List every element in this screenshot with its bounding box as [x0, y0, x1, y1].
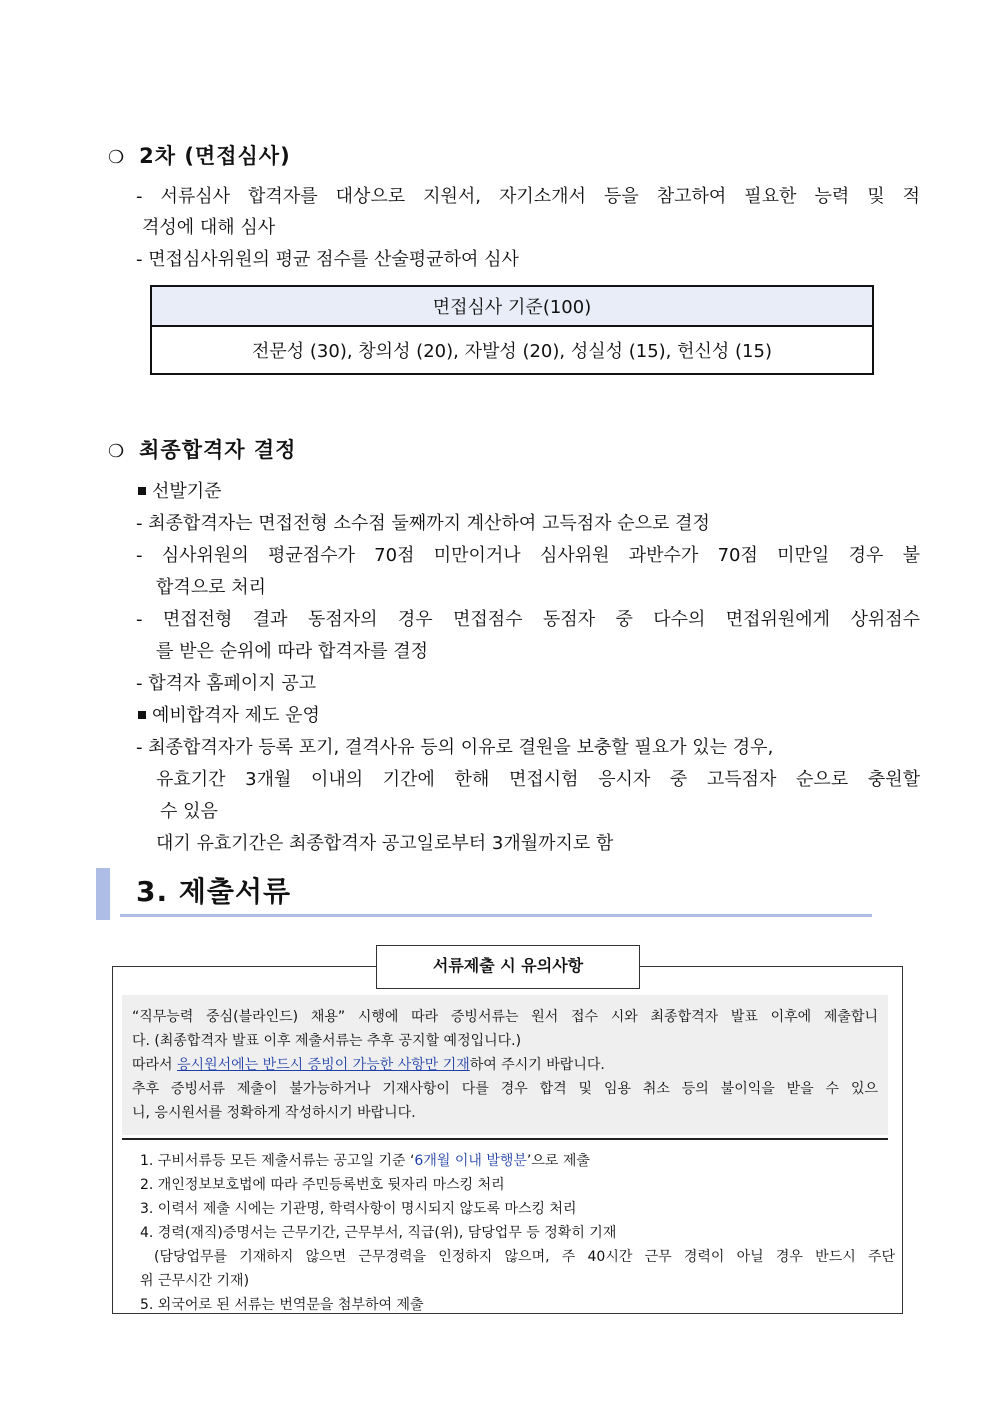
final-line-10: 대기 유효기간은 최종합격자 공고일로부터 3개월까지로 함: [156, 833, 614, 854]
interview-line-3: - 면접심사위원의 평균 점수를 산술평균하여 심사: [136, 249, 519, 270]
list-item: 3. 이력서 제출 시에는 기관명, 학력사항이 명시되지 않도록 마스킹 처리: [140, 1201, 577, 1217]
final-line-4: - 면접전형 결과 동점자의 경우 면접점수 동점자 중 다수의 면접위원에게 상위점수: [136, 609, 920, 630]
final-line-3: 합격으로 처리: [156, 577, 267, 598]
section-accent-bar: [96, 868, 110, 920]
final-line-9: 수 있음: [160, 801, 218, 822]
notice-line-5: 니, 응시원서를 정확하게 작성하시기 바랍니다.: [132, 1105, 416, 1121]
list-item: [140, 1149, 895, 1173]
final-line-1: - 최종합격자는 면접전형 소수점 둘째까지 계산하여 고득점자 순으로 결정: [136, 513, 710, 534]
list-item: 2. 개인정보보호법에 따라 주민등록번호 뒷자리 마스킹 처리: [140, 1177, 505, 1193]
notice-line-2: 다. (최종합격자 발표 이후 제출서류는 추후 공지할 예정입니다.): [132, 1033, 522, 1049]
interview-heading: [108, 140, 291, 170]
criteria-body: 전문성 (30), 창의성 (20), 자발성 (20), 성실성 (15), 헌신성 (15): [151, 326, 873, 374]
notice-line-1: “직무능력 중심(블라인드) 채용” 시행에 따라 증빙서류는 원서 접수 시와 최종합격자 발표 이후에 제출합니: [132, 1009, 878, 1025]
square-bullet-icon: [138, 711, 146, 719]
notice-line-4: 추후 증빙서류 제출이 불가능하거나 기재사항이 다를 경우 합격 및 임용 취소 등의 불이익을 받을 수 있으: [132, 1081, 878, 1097]
interview-heading-text: 2차 (면접심사): [139, 144, 291, 168]
final-line-5: 를 받은 순위에 따라 합격자를 결정: [156, 641, 429, 662]
list-item: 4. 경력(재직)증명서는 근무기간, 근무부서, 직급(위), 담당업무 등 정확히 기재: [140, 1225, 617, 1241]
interview-line-1: - 서류심사 합격자를 대상으로 지원서, 자기소개서 등을 참고하여 필요한 능력 및 적: [136, 186, 920, 207]
notice-emphasis-link: 응시원서에는 반드시 증빙이 가능한 사항만 기재: [177, 1057, 470, 1073]
section-underline: [120, 914, 872, 917]
final-line-2: - 심사위원의 평균점수가 70점 미만이거나 심사위원 과반수가 70점 미만일 경우 불: [136, 545, 920, 566]
final-line-6: - 합격자 홈페이지 공고: [136, 673, 317, 694]
submission-list: [140, 1149, 895, 1317]
final-heading-text: 최종합격자 결정: [139, 438, 297, 462]
notice-line-3: [132, 1053, 878, 1077]
notice-divider: [122, 1138, 888, 1140]
list-item: 5. 외국어로 된 서류는 번역문을 첨부하여 제출: [140, 1297, 424, 1313]
circle-bullet-icon: ❍: [108, 147, 126, 168]
criteria-header: 면접심사 기준(100): [151, 286, 873, 326]
final-sub-criteria: [138, 476, 222, 508]
interview-line-2: 격성에 대해 심사: [142, 217, 276, 238]
notice-line-3-pre: 따라서: [132, 1057, 178, 1073]
notice-line-3-post: 하여 주시기 바랍니다.: [469, 1057, 605, 1073]
notice-box-title: 서류제출 시 유의사항: [376, 945, 640, 989]
final-line-8: 유효기간 3개월 이내의 기간에 한해 면접시험 응시자 중 고득점자 순으로 충원할: [156, 769, 920, 790]
final-sub-reserve-text: 예비합격자 제도 운영: [152, 705, 320, 726]
final-line-7: - 최종합격자가 등록 포기, 결격사유 등의 이유로 결원을 보충할 필요가 있는 경우,: [136, 737, 774, 758]
list-item-note-2: 위 근무시간 기재): [140, 1273, 250, 1289]
section3-title: 3. 제출서류: [136, 875, 292, 908]
final-heading: [108, 434, 296, 464]
item1-pre: 1. 구비서류등 모든 제출서류는 공고일 기준 ‘: [140, 1153, 415, 1169]
circle-bullet-icon: ❍: [108, 441, 126, 462]
item1-post: ’으로 제출: [526, 1153, 590, 1169]
final-sub-reserve: [138, 700, 320, 732]
final-sub-criteria-text: 선발기준: [152, 481, 222, 502]
item1-highlight: 6개월 이내 발행분: [414, 1153, 527, 1169]
square-bullet-icon: [138, 487, 146, 495]
list-item-note-1: (담당업무를 기재하지 않으면 근무경력을 인정하지 않으며, 주 40시간 근무 경력이 아닐 경우 반드시 주단: [154, 1249, 895, 1265]
interview-criteria-table: [150, 285, 874, 375]
notice-paragraph: [122, 995, 888, 1135]
